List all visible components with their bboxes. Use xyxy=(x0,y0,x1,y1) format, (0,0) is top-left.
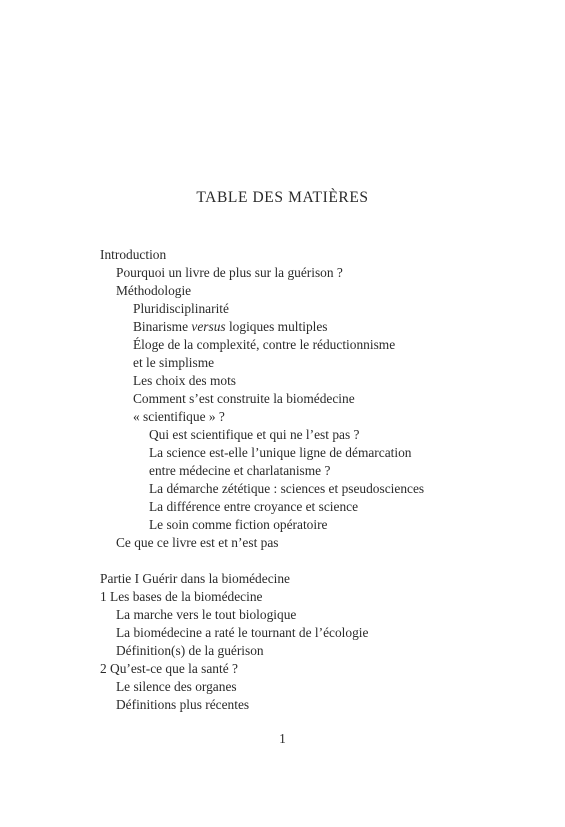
toc-entry-text: logiques multiples xyxy=(225,319,328,334)
toc-entry: Pourquoi un livre de plus sur la guérison ? xyxy=(116,265,343,280)
toc-entry: Définition(s) de la guérison xyxy=(116,643,264,658)
page-title: TABLE DES MATIÈRES xyxy=(196,189,369,206)
toc-entry: La démarche zététique : sciences et pseudosciences xyxy=(149,481,425,496)
toc-entry: Pluridisciplinarité xyxy=(133,301,229,316)
toc-entry: La science est-elle l’unique ligne de démarcation xyxy=(149,445,412,460)
toc-entry: 1 Les bases de la biomédecine xyxy=(100,589,263,604)
toc-entry: Les choix des mots xyxy=(133,373,237,388)
toc-entry: Le silence des organes xyxy=(116,679,237,694)
toc-entry: 2 Qu’est-ce que la santé ? xyxy=(100,661,238,676)
toc-entry: Éloge de la complexité, contre le réductionnisme xyxy=(133,337,396,352)
page-number: 1 xyxy=(279,731,286,746)
toc-entry: « scientifique » ? xyxy=(133,409,225,424)
toc-entry xyxy=(133,318,328,336)
toc-entry: La marche vers le tout biologique xyxy=(116,607,297,622)
toc-entry: La biomédecine a raté le tournant de l’écologie xyxy=(116,625,369,640)
toc-entry-italic: versus xyxy=(191,319,226,334)
toc-entry: Introduction xyxy=(100,247,167,262)
toc-entry: Partie I Guérir dans la biomédecine xyxy=(100,571,290,586)
toc-entry: Comment s’est construite la biomédecine xyxy=(133,391,355,406)
toc-entry: Qui est scientifique et qui ne l’est pas ? xyxy=(149,427,360,442)
toc-entry: et le simplisme xyxy=(133,355,215,370)
toc-entry: Méthodologie xyxy=(116,283,192,298)
toc-entry: Le soin comme fiction opératoire xyxy=(149,517,328,532)
toc-entry: La différence entre croyance et science xyxy=(149,499,359,514)
toc-entry: entre médecine et charlatanisme ? xyxy=(149,463,331,478)
toc-entry: Définitions plus récentes xyxy=(116,697,250,712)
toc-entry: Ce que ce livre est et n’est pas xyxy=(116,535,279,550)
toc-entry-text: Binarisme xyxy=(133,319,192,334)
